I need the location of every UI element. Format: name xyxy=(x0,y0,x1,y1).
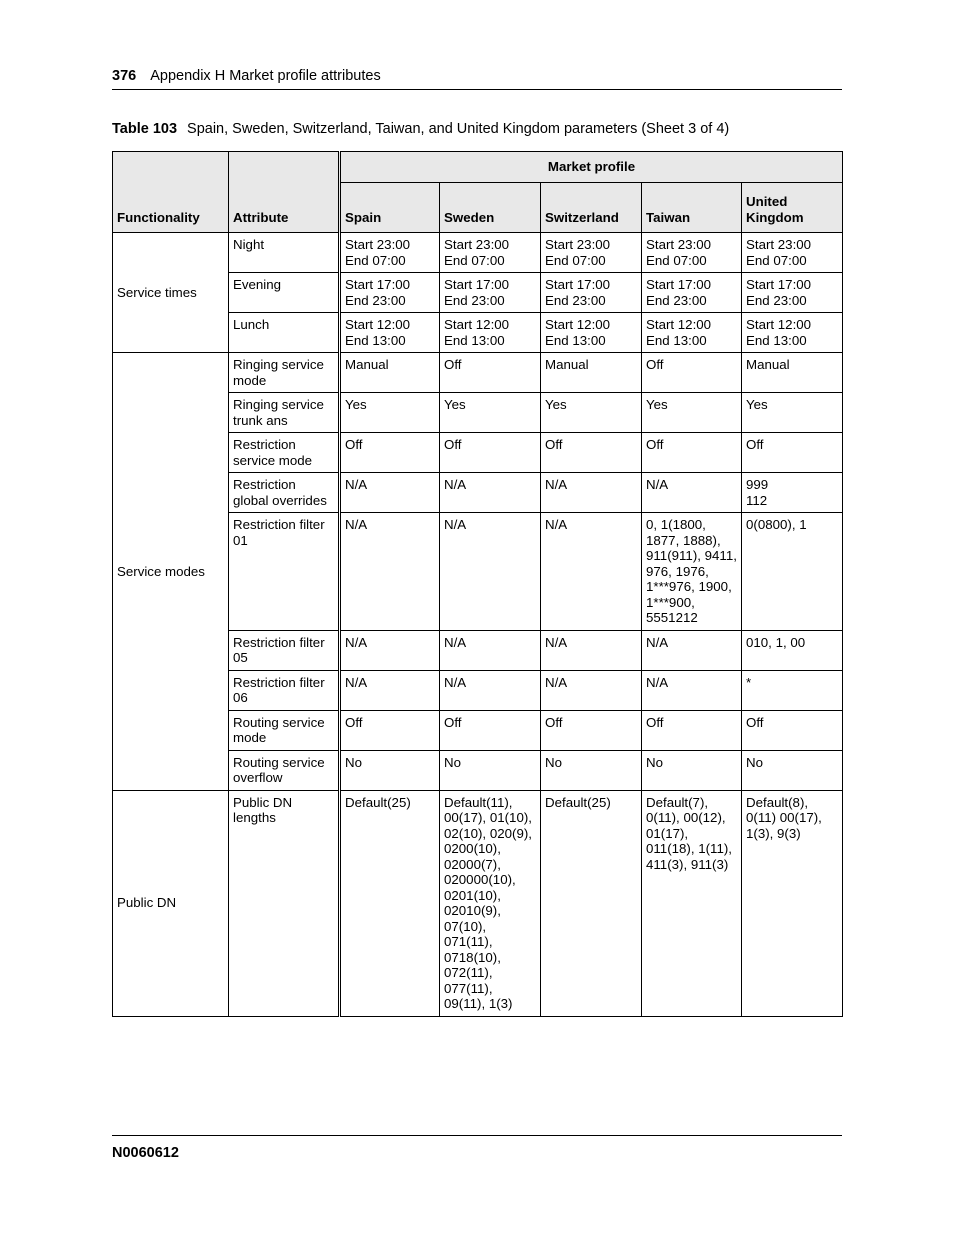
page-header xyxy=(112,68,842,84)
value-cell: Off xyxy=(642,353,742,393)
table-head xyxy=(113,152,843,233)
doc-number: N0060612 xyxy=(112,1145,179,1161)
value-cell: Default(25) xyxy=(340,790,440,1016)
value-cell: Off xyxy=(541,433,642,473)
value-cell: Off xyxy=(340,433,440,473)
value-cell: N/A xyxy=(340,630,440,670)
value-cell: N/A xyxy=(541,513,642,631)
value-cell: Start 23:00 End 07:00 xyxy=(642,233,742,273)
value-cell: Start 17:00 End 23:00 xyxy=(340,273,440,313)
value-cell: Start 12:00 End 13:00 xyxy=(340,313,440,353)
functionality-cell: Service modes xyxy=(113,353,229,791)
attribute-cell: Ringing service trunk ans xyxy=(229,393,340,433)
table-row xyxy=(113,233,843,273)
value-cell: * xyxy=(742,670,843,710)
value-cell: Yes xyxy=(541,393,642,433)
col-header-attribute: Attribute xyxy=(229,152,340,233)
value-cell: Off xyxy=(541,710,642,750)
value-cell: Manual xyxy=(541,353,642,393)
value-cell: Yes xyxy=(742,393,843,433)
value-cell: Off xyxy=(340,710,440,750)
table-number: Table 103 xyxy=(112,121,178,137)
col-header-spain: Spain xyxy=(340,183,440,233)
value-cell: Yes xyxy=(440,393,541,433)
value-cell: Default(7), 0(11), 00(12), 01(17), 011(18), 1(11), 411(3), 911(3) xyxy=(642,790,742,1016)
market-profile-table xyxy=(112,151,843,1017)
attribute-cell: Routing service mode xyxy=(229,710,340,750)
value-cell: Start 17:00 End 23:00 xyxy=(642,273,742,313)
value-cell: Start 23:00 End 07:00 xyxy=(541,233,642,273)
value-cell: Manual xyxy=(340,353,440,393)
functionality-cell: Public DN xyxy=(113,790,229,1016)
value-cell: N/A xyxy=(440,473,541,513)
value-cell: N/A xyxy=(541,473,642,513)
col-header-taiwan: Taiwan xyxy=(642,183,742,233)
value-cell: N/A xyxy=(440,630,541,670)
value-cell: N/A xyxy=(440,670,541,710)
table-row xyxy=(113,353,843,393)
section-title: Appendix H Market profile attributes xyxy=(150,68,381,84)
attribute-cell: Restriction service mode xyxy=(229,433,340,473)
value-cell: No xyxy=(340,750,440,790)
col-header-switzerland: Switzerland xyxy=(541,183,642,233)
value-cell: 999 112 xyxy=(742,473,843,513)
footer-rule xyxy=(112,1135,842,1136)
attribute-cell: Public DN lengths xyxy=(229,790,340,1016)
value-cell: 010, 1, 00 xyxy=(742,630,843,670)
value-cell: No xyxy=(642,750,742,790)
value-cell: N/A xyxy=(642,473,742,513)
value-cell: Off xyxy=(642,433,742,473)
value-cell: N/A xyxy=(541,670,642,710)
table-row xyxy=(113,790,843,1016)
value-cell: N/A xyxy=(340,513,440,631)
table-body xyxy=(113,233,843,1017)
attribute-cell: Restriction filter 01 xyxy=(229,513,340,631)
attribute-cell: Restriction filter 06 xyxy=(229,670,340,710)
value-cell: Start 23:00 End 07:00 xyxy=(340,233,440,273)
value-cell: Off xyxy=(440,433,541,473)
attribute-cell: Lunch xyxy=(229,313,340,353)
value-cell: Start 12:00 End 13:00 xyxy=(541,313,642,353)
value-cell: N/A xyxy=(340,670,440,710)
value-cell: Off xyxy=(642,710,742,750)
value-cell: Start 23:00 End 07:00 xyxy=(742,233,843,273)
value-cell: Default(25) xyxy=(541,790,642,1016)
col-header-market-profile: Market profile xyxy=(340,152,843,183)
value-cell: Off xyxy=(742,433,843,473)
value-cell: Start 17:00 End 23:00 xyxy=(440,273,541,313)
value-cell: No xyxy=(742,750,843,790)
attribute-cell: Night xyxy=(229,233,340,273)
page-number: 376 xyxy=(112,68,137,84)
functionality-cell: Service times xyxy=(113,233,229,353)
attribute-cell: Restriction filter 05 xyxy=(229,630,340,670)
value-cell: Manual xyxy=(742,353,843,393)
attribute-cell: Ringing service mode xyxy=(229,353,340,393)
value-cell: Start 17:00 End 23:00 xyxy=(541,273,642,313)
table-title: Spain, Sweden, Switzerland, Taiwan, and United Kingdom parameters (Sheet 3 of 4) xyxy=(187,121,730,137)
value-cell: Default(11), 00(17), 01(10), 02(10), 020(9), 0200(10), 02000(7), 020000(10), 0201(10), 02010(9), 07(10), 071(11), 0718(10), 072(11), 077(11), 09(11), 1(3) xyxy=(440,790,541,1016)
value-cell: Off xyxy=(742,710,843,750)
value-cell: Start 12:00 End 13:00 xyxy=(642,313,742,353)
value-cell: N/A xyxy=(440,513,541,631)
value-cell: Start 12:00 End 13:00 xyxy=(742,313,843,353)
value-cell: Off xyxy=(440,710,541,750)
header-rule xyxy=(112,89,842,90)
attribute-cell: Restriction global overrides xyxy=(229,473,340,513)
value-cell: Yes xyxy=(642,393,742,433)
table-caption xyxy=(112,121,852,137)
col-header-functionality: Functionality xyxy=(113,152,229,233)
value-cell: Yes xyxy=(340,393,440,433)
value-cell: N/A xyxy=(642,630,742,670)
value-cell: Start 17:00 End 23:00 xyxy=(742,273,843,313)
attribute-cell: Routing service overflow xyxy=(229,750,340,790)
value-cell: 0, 1(1800, 1877, 1888), 911(911), 9411, 976, 1976, 1***976, 1900, 1***900, 5551212 xyxy=(642,513,742,631)
col-header-sweden: Sweden xyxy=(440,183,541,233)
col-header-united-kingdom: United Kingdom xyxy=(742,183,843,233)
value-cell: No xyxy=(440,750,541,790)
value-cell: 0(0800), 1 xyxy=(742,513,843,631)
value-cell: Off xyxy=(440,353,541,393)
value-cell: Default(8), 0(11) 00(17), 1(3), 9(3) xyxy=(742,790,843,1016)
value-cell: N/A xyxy=(642,670,742,710)
value-cell: N/A xyxy=(340,473,440,513)
value-cell: Start 12:00 End 13:00 xyxy=(440,313,541,353)
value-cell: N/A xyxy=(541,630,642,670)
attribute-cell: Evening xyxy=(229,273,340,313)
value-cell: No xyxy=(541,750,642,790)
value-cell: Start 23:00 End 07:00 xyxy=(440,233,541,273)
